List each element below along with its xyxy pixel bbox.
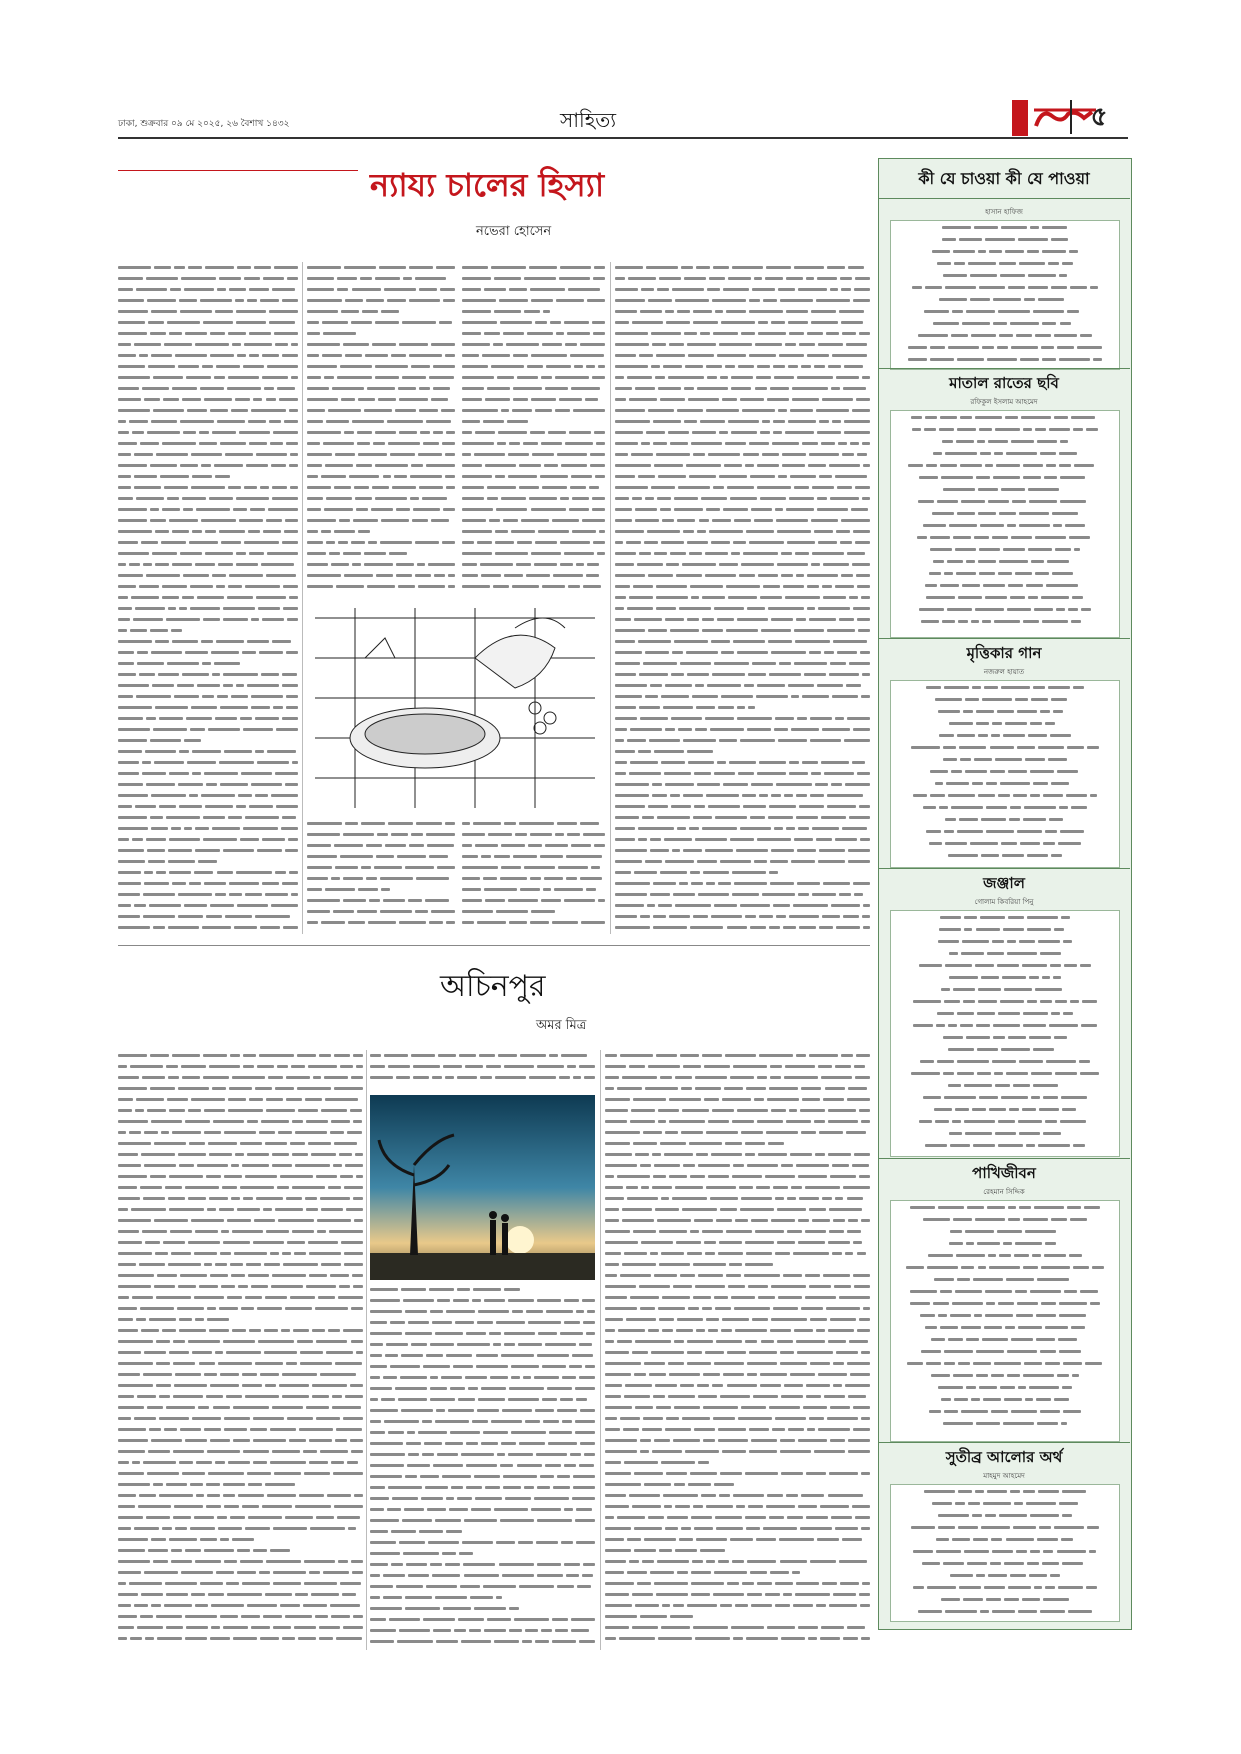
poem-body <box>890 1200 1120 1442</box>
article-body-column <box>462 818 605 934</box>
dateline: ঢাকা, শুক্রবার ০৯ মে ২০২৫, ২৬ বৈশাখ ১৪৩২ <box>118 119 290 129</box>
sidebar-header-title: কী যে চাওয়া কী যে পাওয়া <box>918 169 1090 188</box>
masthead-vertical-tag <box>1012 100 1028 136</box>
column-rule <box>366 1050 367 1650</box>
section-title: সাহিত্য <box>560 108 617 132</box>
article-body-column <box>307 818 455 934</box>
poem-author: হাসান হাফিজ <box>985 208 1023 216</box>
column-rule <box>302 262 303 934</box>
poem-author: মাহমুদ আহমেদ <box>983 1472 1025 1480</box>
poem-author: রেহমান সিদ্দিক <box>983 1188 1025 1196</box>
poem-author: নজরুল হায়াত <box>983 668 1025 676</box>
poem-separator <box>878 1442 1130 1443</box>
poem-body <box>890 410 1120 638</box>
article-body-column <box>370 1050 595 1090</box>
header-rule <box>118 137 1128 139</box>
column-rule <box>600 1050 601 1650</box>
poem-author: গোলাম কিবরিয়া পিনু <box>974 898 1034 906</box>
article-body-column <box>370 1284 595 1650</box>
poem-separator <box>878 638 1130 639</box>
article-body-column <box>462 262 605 592</box>
article-body-column <box>118 1050 363 1650</box>
headline-rule <box>118 170 358 171</box>
article-body-column <box>307 262 455 592</box>
poem-body <box>890 1484 1120 1622</box>
poem-title: জঞ্জাল <box>983 874 1025 892</box>
poem-separator <box>878 368 1130 369</box>
poem-author: রফিকুল ইসলাম আহমেদ <box>970 398 1038 406</box>
page-number: ৫ <box>1070 100 1126 134</box>
article-body-column <box>118 262 298 934</box>
column-rule <box>610 262 611 934</box>
poem-title: মাতাল রাতের ছবি <box>949 374 1059 392</box>
poem-title: সুতীব্র আলোর অর্থ <box>945 1448 1063 1466</box>
article-headline: ন্যায্য চালের হিস্যা <box>370 166 605 204</box>
article-byline: নভেরা হোসেন <box>476 224 552 239</box>
section-divider <box>118 945 870 946</box>
article-photo <box>370 1095 595 1280</box>
poem-body <box>890 910 1120 1157</box>
poem-title: পাখিজীবন <box>972 1164 1036 1182</box>
article-byline: অমর মিত্র <box>536 1018 587 1033</box>
poem-separator <box>878 868 1130 869</box>
article-headline: অচিনপুর <box>440 969 546 1004</box>
poem-separator <box>878 1158 1130 1159</box>
article-body-column <box>605 1050 870 1650</box>
poem-title: মৃত্তিকার গান <box>966 644 1042 662</box>
poem-body <box>890 680 1120 868</box>
poem-body <box>890 220 1120 370</box>
article-body-column <box>615 262 870 934</box>
article-illustration <box>305 598 605 813</box>
